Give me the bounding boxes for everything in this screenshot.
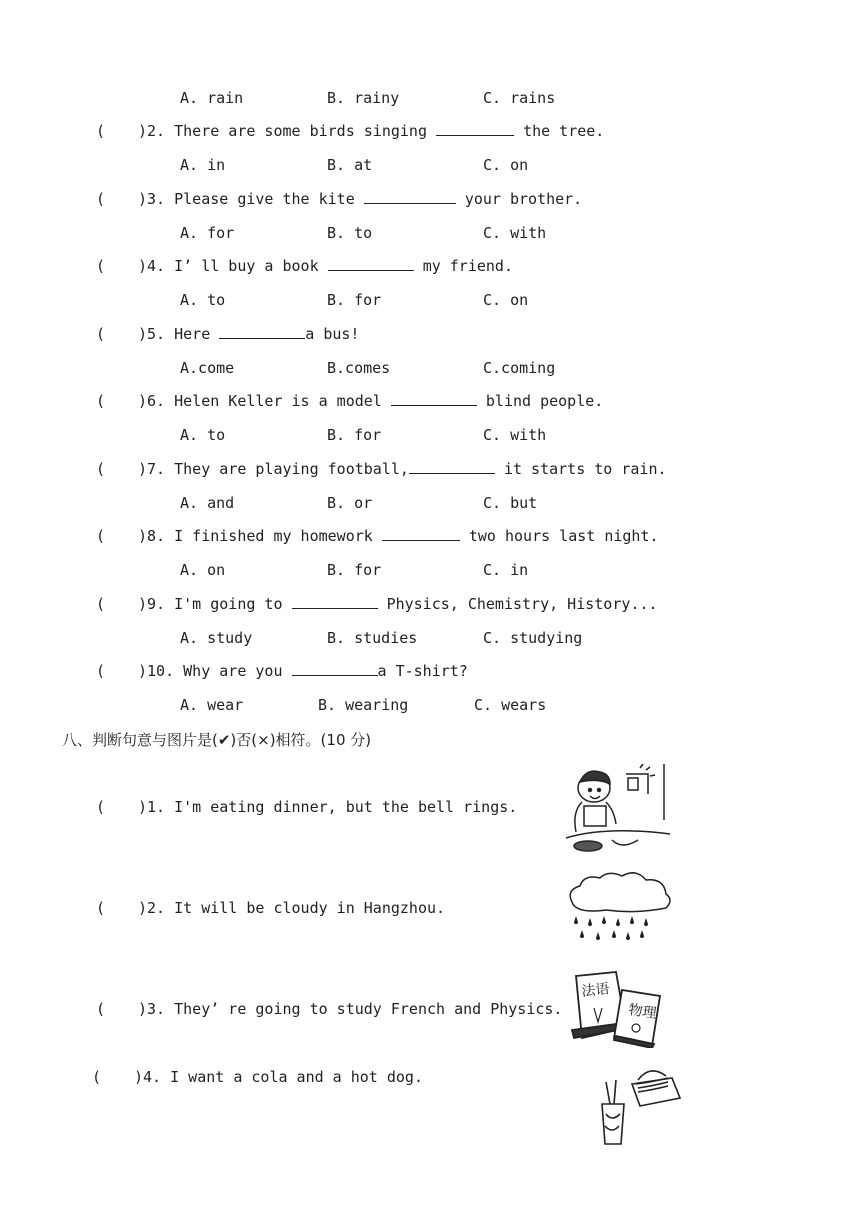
question-number: )5.: [138, 325, 166, 343]
answer-paren: (: [96, 1000, 106, 1018]
q1-option-a: A. rain: [180, 89, 244, 107]
cola-hamburger-picture: [592, 1062, 688, 1152]
question-text-before: There are some birds singing: [174, 122, 427, 140]
rain-cloud-picture: [566, 872, 674, 944]
option-b: B. studies: [327, 629, 418, 647]
option-c: C. in: [483, 561, 529, 579]
answer-blank: [219, 324, 305, 339]
item-number: )2.: [138, 899, 166, 917]
q1-option-c: C. rains: [483, 89, 556, 107]
option-a: A. wear: [180, 696, 244, 714]
book-label-french: 法语: [580, 981, 611, 1000]
answer-paren: (: [96, 662, 106, 680]
question-text-after: a bus!: [305, 325, 360, 343]
option-c: C. with: [483, 224, 547, 242]
question-2: [138, 121, 604, 141]
answer-paren: (: [96, 798, 106, 816]
item-text: They’ re going to study French and Physics.: [174, 1000, 563, 1018]
option-a: A. study: [180, 629, 253, 647]
question-4: [138, 256, 513, 276]
option-b: B. for: [327, 291, 382, 309]
question-text-before: They are playing football,: [174, 460, 409, 478]
option-b: B. at: [327, 156, 373, 174]
question-number: )7.: [138, 460, 166, 478]
answer-blank: [436, 121, 514, 136]
answer-paren: (: [96, 899, 106, 917]
judge-item-2: [138, 898, 445, 918]
item-text: I'm eating dinner, but the bell rings.: [174, 798, 518, 816]
question-text-after: your brother.: [464, 190, 583, 208]
answer-blank: [292, 661, 378, 676]
question-text-before: Here: [174, 325, 211, 343]
answer-paren: (: [96, 595, 106, 613]
question-text-before: Helen Keller is a model: [174, 392, 382, 410]
option-b: B.comes: [327, 359, 391, 377]
answer-paren: (: [96, 257, 106, 275]
option-c: C. but: [483, 494, 538, 512]
answer-paren: (: [96, 190, 106, 208]
section-heading: 八、判断句意与图片是(✔)否(×)相符。(10 分): [62, 731, 372, 749]
question-number: )3.: [138, 190, 166, 208]
answer-paren: (: [96, 122, 106, 140]
question-9: [138, 594, 658, 614]
option-a: A. in: [180, 156, 226, 174]
answer-paren: (: [96, 460, 106, 478]
answer-paren: (: [96, 527, 106, 545]
option-a: A. to: [180, 426, 226, 444]
option-c: C.coming: [483, 359, 556, 377]
question-text-before: I'm going to: [174, 595, 283, 613]
book-label-physics: 物理: [627, 1002, 658, 1022]
option-a: A. and: [180, 494, 235, 512]
question-text-after: my friend.: [422, 257, 513, 275]
question-text-after: the tree.: [523, 122, 605, 140]
question-text-after: it starts to rain.: [503, 460, 667, 478]
question-10: [138, 661, 468, 681]
answer-paren: (: [96, 325, 106, 343]
question-number: )10.: [138, 662, 175, 680]
answer-blank: [364, 189, 456, 204]
question-text-before: I’ ll buy a book: [174, 257, 319, 275]
option-a: A. to: [180, 291, 226, 309]
question-text-after: Physics, Chemistry, History...: [386, 595, 658, 613]
option-a: A. for: [180, 224, 235, 242]
answer-blank: [382, 526, 460, 541]
option-b: B. to: [327, 224, 373, 242]
question-6: [138, 391, 603, 411]
option-c: C. wears: [474, 696, 547, 714]
option-c: C. with: [483, 426, 547, 444]
option-a: A.come: [180, 359, 235, 377]
question-text-before: I finished my homework: [174, 527, 373, 545]
option-c: C. on: [483, 156, 529, 174]
q1-option-b: B. rainy: [327, 89, 400, 107]
option-b: B. or: [327, 494, 373, 512]
option-b: B. wearing: [318, 696, 409, 714]
answer-blank: [391, 391, 477, 406]
boy-eating-bell-picture: [566, 760, 678, 856]
option-b: B. for: [327, 426, 382, 444]
question-number: )4.: [138, 257, 166, 275]
question-text-after: blind people.: [485, 392, 604, 410]
answer-blank: [409, 459, 495, 474]
option-a: A. on: [180, 561, 226, 579]
option-b: B. for: [327, 561, 382, 579]
question-8: [138, 526, 659, 546]
answer-blank: [292, 594, 378, 609]
books-french-physics-picture: [566, 968, 676, 1048]
judge-item-3: [138, 999, 562, 1019]
question-text-after: two hours last night.: [468, 527, 659, 545]
judge-item-1: [138, 797, 517, 817]
question-7: [138, 459, 667, 479]
option-c: C. studying: [483, 629, 583, 647]
question-number: )2.: [138, 122, 166, 140]
item-number: )4.: [134, 1068, 162, 1086]
answer-blank: [328, 256, 414, 271]
question-text-before: Why are you: [183, 662, 283, 680]
answer-paren: (: [96, 392, 106, 410]
option-c: C. on: [483, 291, 529, 309]
answer-paren: (: [92, 1068, 102, 1086]
question-text-before: Please give the kite: [174, 190, 355, 208]
item-number: )3.: [138, 1000, 166, 1018]
question-number: )6.: [138, 392, 166, 410]
question-text-after: a T-shirt?: [377, 662, 468, 680]
item-number: )1.: [138, 798, 166, 816]
question-5: [138, 324, 359, 344]
question-number: )8.: [138, 527, 166, 545]
question-3: [138, 189, 582, 209]
item-text: I want a cola and a hot dog.: [170, 1068, 423, 1086]
question-number: )9.: [138, 595, 166, 613]
item-text: It will be cloudy in Hangzhou.: [174, 899, 446, 917]
judge-item-4: [134, 1067, 423, 1087]
